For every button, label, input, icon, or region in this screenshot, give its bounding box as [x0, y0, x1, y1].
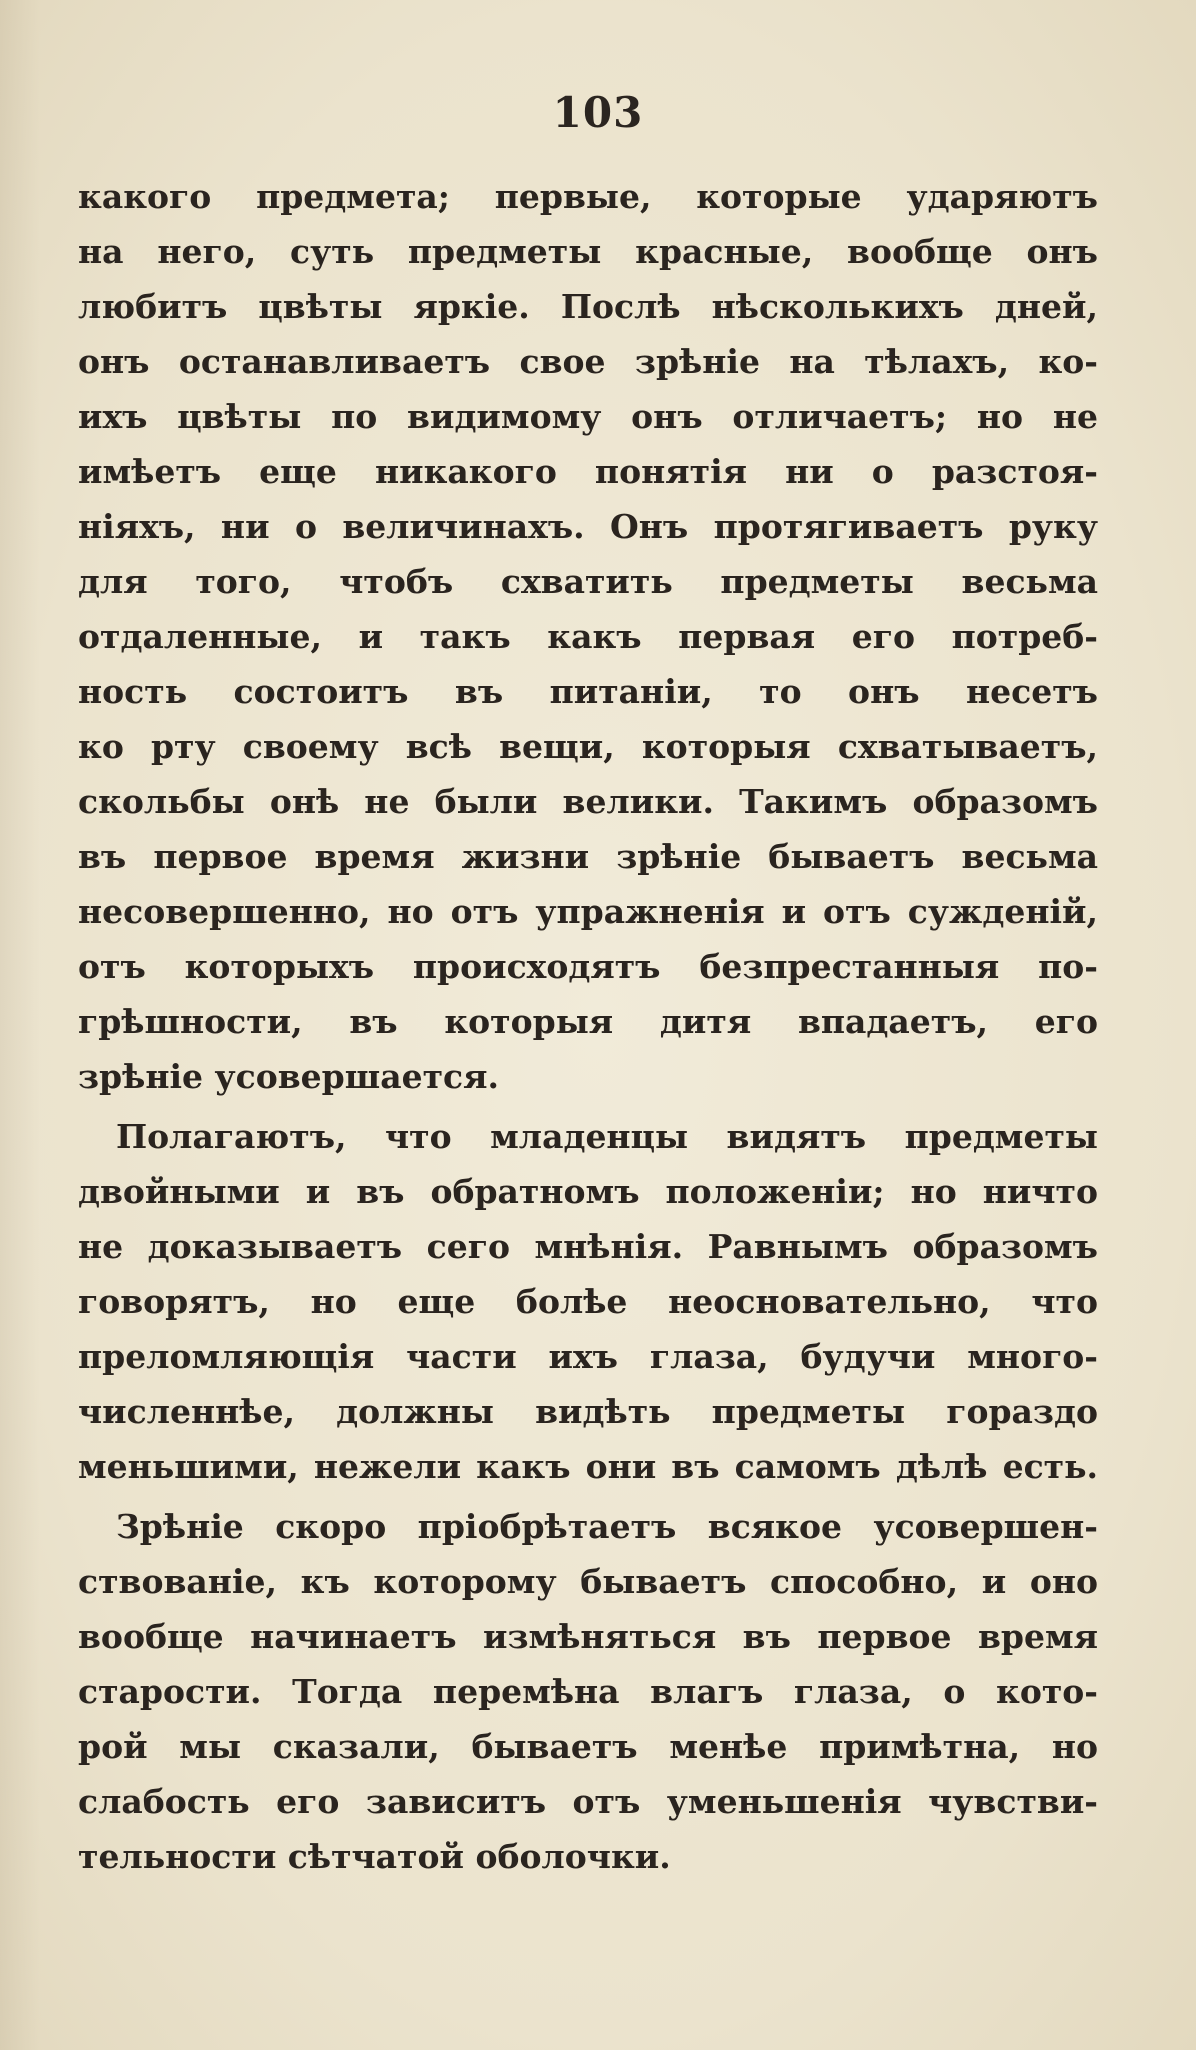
text-line: двойными и въ обратномъ положеніи; но ничто — [78, 1172, 1098, 1211]
text-line: численнѣе, должны видѣть предметы гораздо — [78, 1392, 1098, 1431]
text-line: зрѣніе усовершается. — [78, 1057, 499, 1096]
text-line: отъ которыхъ происходятъ безпрестанныя по- — [78, 947, 1098, 986]
page-number: 103 — [552, 88, 644, 137]
text-line: несовершенно, но отъ упражненія и отъ сужденій, — [78, 892, 1098, 931]
text-line: имѣетъ еще никакого понятія ни о разстоя- — [78, 452, 1098, 491]
text-line: на него, суть предметы красные, вообще онъ — [78, 232, 1098, 271]
text-line: ихъ цвѣты по видимому онъ отличаетъ; но не — [78, 397, 1098, 436]
text-line: ность состоитъ въ питаніи, то онъ несетъ — [78, 672, 1098, 711]
text-line: слабость его зависитъ отъ уменьшенія чувстви- — [78, 1782, 1098, 1821]
text-line: говорятъ, но еще болѣе неосновательно, что — [78, 1282, 1098, 1321]
text-line: Полагаютъ, что младенцы видятъ предметы — [116, 1117, 1098, 1156]
text-line: старости. Тогда перемѣна влагъ глаза, о кото- — [78, 1672, 1098, 1711]
text-line: ко рту своему всѣ вещи, которыя схватываетъ, — [78, 727, 1098, 766]
text-line: любитъ цвѣты яркіе. Послѣ нѣсколькихъ дней, — [78, 287, 1098, 326]
text-line: грѣшности, въ которыя дитя впадаетъ, его — [78, 1002, 1098, 1041]
text-line: ніяхъ, ни о величинахъ. Онъ протягиваетъ руку — [78, 507, 1098, 546]
text-line: какого предмета; первые, которые ударяютъ — [78, 177, 1098, 216]
text-line: тельности сѣтчатой оболочки. — [78, 1837, 671, 1876]
text-line: не доказываетъ сего мнѣнія. Равнымъ образомъ — [78, 1227, 1098, 1266]
text-line: въ первое время жизни зрѣніе бываетъ весьма — [78, 837, 1098, 876]
text-line: вообще начинаетъ измѣняться въ первое время — [78, 1617, 1098, 1656]
text-line: Зрѣніе скоро пріобрѣтаетъ всякое усовершен- — [116, 1507, 1098, 1546]
text-line: онъ останавливаетъ свое зрѣніе на тѣлахъ, ко- — [78, 342, 1098, 381]
text-line: меньшими, нежели какъ они въ самомъ дѣлѣ есть. — [78, 1447, 1098, 1486]
text-line: отдаленные, и такъ какъ первая его потреб- — [78, 617, 1098, 656]
text-line: рой мы сказали, бываетъ менѣе примѣтна, но — [78, 1727, 1098, 1766]
text-line: преломляющія части ихъ глаза, будучи много- — [78, 1337, 1098, 1376]
text-line: для того, чтобъ схватить предметы весьма — [78, 562, 1098, 601]
text-line: скольбы онѣ не были велики. Такимъ образомъ — [78, 782, 1098, 821]
text-line: ствованіе, къ которому бываетъ способно, и оно — [78, 1562, 1098, 1601]
